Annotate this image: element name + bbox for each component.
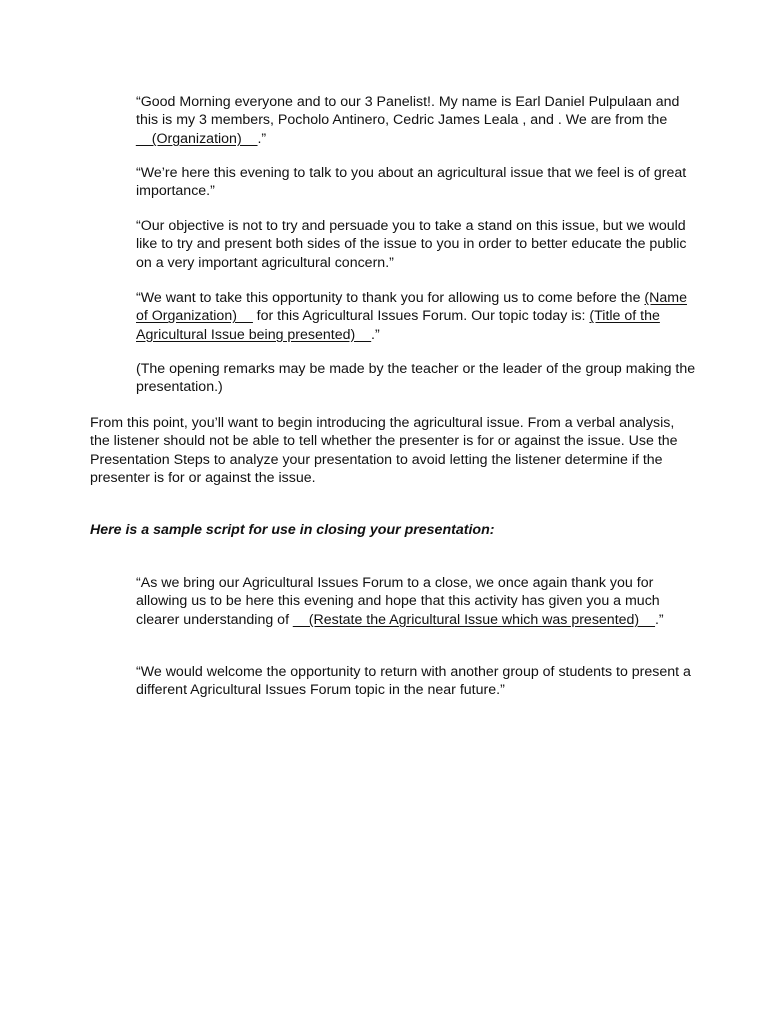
- closing-heading: Here is a sample script for use in closing your presentation:: [90, 522, 495, 538]
- closing-end: .”: [654, 611, 664, 628]
- opening-objective-paragraph: “Our objective is not to try and persuade you to take a stand on this issue, but we would like to try and present both sides of the issue to you in order to better educate the public on a very important agricultural concern.”: [136, 218, 687, 271]
- name-of-organization-blank: (Name of Organization)__: [136, 290, 687, 325]
- closing-text: “As we bring our Agricultural Issues Forum to a close, we once again thank you for allowing us to be here this evening and hope that this activity has given you a much clearer understanding of: [136, 575, 660, 628]
- opening-greeting-paragraph: [136, 93, 696, 148]
- thanks-text-mid: for this Agricultural Issues Forum. Our topic today is:: [252, 308, 590, 325]
- body-instructions-paragraph: From this point, you’ll want to begin introducing the agricultural issue. From a verbal analysis, the listener should not be able to tell whether the presenter is for or against the issue. Use the Presentation Steps to analyze your presentation to avoid letting the listener determine if the presenter is for or against the issue.: [90, 415, 678, 487]
- thanks-end: .”: [371, 326, 380, 343]
- greeting-end: .”: [257, 130, 267, 147]
- issue-title-blank: (Title of the Agricultural Issue being presented)__: [136, 308, 660, 343]
- greeting-text: “Good Morning everyone and to our 3 Panelist!. My name is Earl Daniel Pulpulaan and this is my 3 members, Pocholo Antinero, Cedric James Leala , and . We are from the: [136, 94, 680, 129]
- thanks-text: “We want to take this opportunity to thank you for allowing us to come before the: [136, 290, 645, 306]
- opening-purpose-paragraph: “We’re here this evening to talk to you about an agricultural issue that we feel is of great importance.”: [136, 165, 687, 200]
- restate-issue-blank: __(Restate the Agricultural Issue which was presented)__: [292, 611, 655, 628]
- organization-blank: __(Organization)__: [136, 130, 258, 147]
- opening-thanks-paragraph: [136, 289, 696, 344]
- closing-thanks-paragraph: [136, 574, 696, 629]
- closing-return-paragraph: “We would welcome the opportunity to return with another group of students to present a different Agricultural Issues Forum topic in the near future.”: [136, 664, 691, 699]
- opening-note-paragraph: (The opening remarks may be made by the teacher or the leader of the group making the presentation.): [136, 361, 696, 396]
